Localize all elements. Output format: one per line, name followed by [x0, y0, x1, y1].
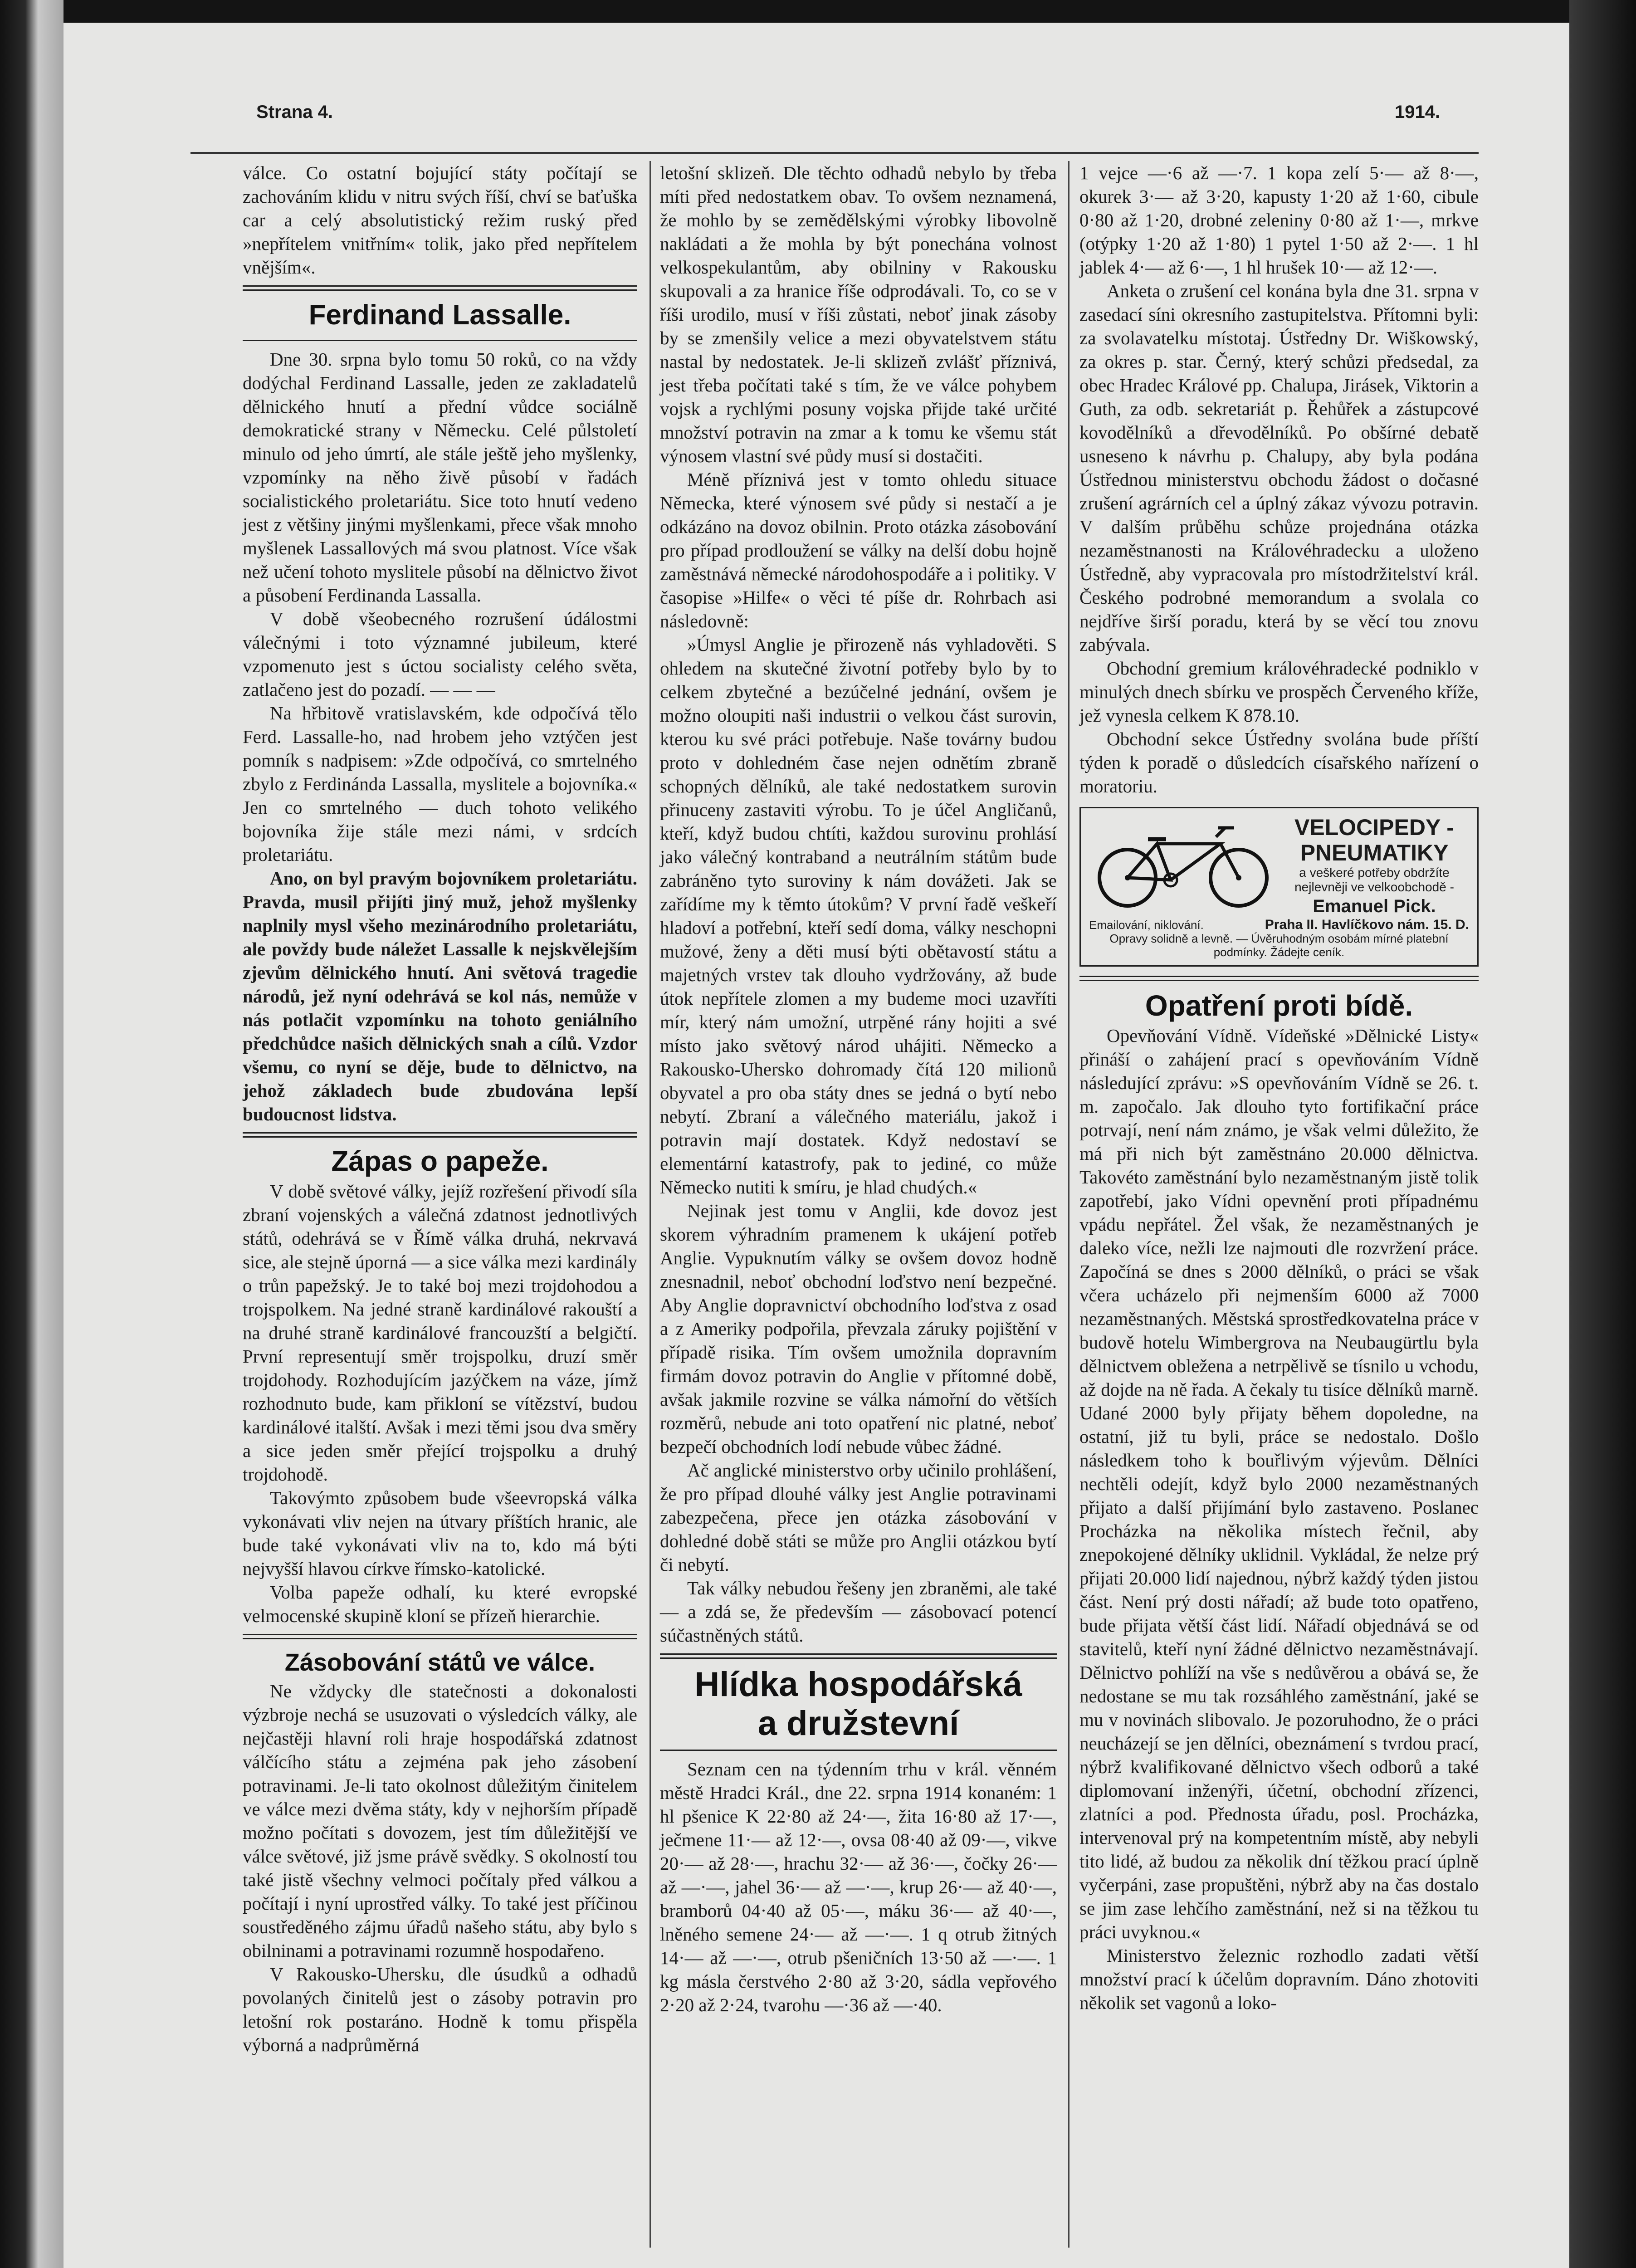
- col2-paragraph-4: Nejinak jest tomu v Anglii, kde dovoz jest skorem výhradním pramenem k ukájení potřeb Anglie. Vypuknutím války se ovšem dovoz hodně znesnadnil, neboť obchodní loďstvo není bezpečné. Aby Anglie dopravnictví obchodního loďstva z osad a z Ameriky podpořila, převzala záruky pojištění v případě risika. Tím ovšem umožnila dopravním firmám dovoz potravin do Anglie v přítomné době, avšak jakmile rozvine se válka námořní do větších rozměrů, nebude ani toto opatření nic platné, neboť bezpečí obchodních lodí nebude vůbec žádné.: [660, 1200, 1057, 1457]
- title-rule: [660, 1750, 1057, 1751]
- bicycle-illustration: [1089, 823, 1279, 909]
- opatreni-title: Opatření proti bídě.: [1145, 989, 1413, 1022]
- page-number: Strana 4.: [256, 102, 333, 122]
- col2-paragraph-5: Ač anglické ministerstvo orby učinilo prohlášení, že pro případ dlouhé války jest Anglie potravinami zabezpečena, přece jen otázka zásobování v dohledné době státi se může pro Anglii otázkou bytí či nebytí.: [660, 1460, 1057, 1575]
- title-rule: [243, 340, 637, 341]
- ad-subtitle: a veškeré potřeby obdržíte nejlevněji ve velkoobchodě -: [1294, 865, 1454, 894]
- section-rule: [243, 1132, 637, 1138]
- column-2: [660, 161, 1057, 2017]
- lassalle-paragraph-2: V době všeobecného rozrušení údálostmi válečnými i toto významné jubileum, které vzpomenuto jest s úctou socialisty celého světa, zatlačeno jest do pozadí. — — —: [243, 608, 637, 700]
- opatreni-paragraph-1: Opevňování Vídně. Vídeňské »Dělnické Listy« přináší o zahájení prací s opevňováním Vídně následující zprávu: »S opevňováním Vídně se 26. t. m. započalo. Jak dlouho tyto fortifikační práce potrvají, není nám známo, je však velmi důležito, že má při nich být zaměstnáno 20.000 dělnictva. Takovéto zaměstnání bylo nezaměstnaným jistě tolik zapotřebí, jako Vídni opevnění proti případnému vpádu nepřátel. Žel však, že nezaměstnaných je daleko více, nežli lze najmouti dle rozvržení práce. Započíná se dnes s 2000 dělníků, o práci se však včera ucházelo při nejmenším 6000 až 7000 nezaměstnaných. Městská sprostředkovatelna práce v budově hotelu Wimbergrova na Neubaugürtlu byla dělnictvem obležena a netrpělivě se tísnilo u vchodu, až dojde na ně řada. A čekaly tu tisíce dělníků marně. Udané 2000 byly přijaty během dopoledne, na ostatní, již tu byli, práce se nedostalo. Došlo následkem toho k bouřlivým výjevům. Dělníci nechtěli odejít, když bylo 2000 nezaměstnaných přijato a další přijímání bylo zastaveno. Poslanec Procházka na několika místech řečnil, aby znepokojené dělníky uklidnil. Vykládal, že nelze prý přijati 20.000 lidí najednou, nýbrž každý týden jistou část. Není prý dosti nářadí; až bude toto opatřeno, bude přijata větší část lidí. Nářadí objednává se od stavitelů, kteří nyní žádné dělnictvo nezaměstnávají. Dělnictvo pohlíží na vše s nedůvěrou a obává se, že nedostane se mu tak rozsáhlého zaměstnání, jaké se mu v novinách slibovalo. Je pozoruhodno, že o práci neucházejí se jen dělníci, obeznámení s tvrdou prací, nýbrž kvalifikované dělnictvo všech odborů a také diplomovaní inženýři, účetní, obchodní zřízenci, zlatníci a pod. Přednosta úřadu, posl. Procházka, intervenoval prý na kompetentním místě, aby nebyli tito lidé, až budou za několik dní těžkou prací úplně vyčerpáni, zase propuštěni, nýbrž aby na čas dostalo se jim zase lehčího zaměstnání, než si na těžkou tu práci uvyknou.«: [1079, 1025, 1479, 1942]
- papez-paragraph-3: Volba papeže odhalí, ku které evropské velmocenské skupině kloní se přízeň hierarchie.: [243, 1582, 637, 1626]
- gremium-paragraph: Obchodní gremium královéhradecké podniklo v minulých dnech sbírku ve prospěch Červeného kříže, jež vynesla celkem K 878.10.: [1079, 658, 1479, 726]
- section-rule: [1079, 976, 1479, 981]
- papez-title: Zápas o papeže.: [331, 1146, 549, 1177]
- col2-paragraph-1: letošní sklizeň. Dle těchto odhadů nebylo by třeba míti před nedostatkem obav. To ovšem neznamená, že mohlo by se zemědělskými výrobky libovolně nakládati a že mohla by být ponechána volnost velkospekulantům, aby obilniny v Rakousku skupovali a za hranice říše odprodávali. To, co se v říši urodilo, musí v říši zůstati, neboť jinak zásoby by se zmenšily velice a mezi obyvatelstvem státu nastal by nedostatek. Je-li sklizeň zvlášť příznivá, jest třeba počítati také s tím, že ve válce pohybem vojsk a rychlými posuny vojska přijde také určité množství potravin na zmar a k tomu ke všemu stát výnosem vlastní své půdy musí si dostačiti.: [660, 162, 1057, 466]
- col3-paragraph-1: 1 vejce —·6 až —·7. 1 kopa zelí 5·— až 8·—, okurek 3·— až 3·20, kapusty 1·20 až 1·60, cibule 0·80 až 1·20, drobné zeleniny 0·80 až 1·—, mrkve (otýpky 1·20 až 1·80) 1 pytel 1·50 až 2·—. 1 hl jablek 4·— až 6·—, 1 hl hrušek 10·— až 12·—.: [1079, 162, 1479, 278]
- sekce-paragraph: Obchodní sekce Ústředny svolána bude příští týden k poradě o důsledcích císařského nařízení o moratoriu.: [1079, 728, 1479, 797]
- intro-paragraph: válce. Co ostatní bojující státy počítají se zachováním klidu v nitru svých říší, chví se baťuška car a celý absolutistický režim ruský před »nepřítelem vnitřním« tolik, jako před nepřítelem vnějším«.: [243, 162, 637, 278]
- papez-paragraph-1: V době světové války, jejíž rozřešení přivodí síla zbraní vojenských a válečná zdatnost jednotlivých států, odehrává se v Římě válka druhá, nekrvavá sice, ale stejně úporná — a sice válka mezi kardinály o trůn papežský. Je to také boj mezi trojdohodou a trojspolkem. Na jedné straně kardinálové rakouští a na druhé straně kardinálové francouzští a belgičtí. První representují směr trojspolku, druzí směr trojdohody. Rozhodujícím jazýčkem na váze, jímž rozhodnuto bude, kam přikloní se vítězství, budou kardinálové italští. Avšak i mezi těmi jsou dva směry a sice jeden směr přející trojspolku a druhý trojdohodě.: [243, 1181, 637, 1485]
- ad-address: Praha II. Havlíčkovo nám. 15. D.: [1265, 917, 1469, 932]
- ad-left-note: Emailování, niklování.: [1089, 918, 1204, 932]
- next-page-edge: [1569, 0, 1636, 2268]
- col2-paragraph-6: Tak války nebudou řešeny jen zbraněmi, ale také — a zdá se, že především — zásobovací potencí súčastněných států.: [660, 1578, 1057, 1646]
- anketa-paragraph: Anketa o zrušení cel konána byla dne 31. srpna v zasedací síni okresního zastupitelstva. Přítomni byli: za svolavatelku místotaj. Ústředny Dr. Wiškowský, za okres p. star. Černý, který schůzi předsedal, za obec Hradec Králové pp. Chalupa, Jirásek, Viktorin a Guth, za odb. sekretariát p. Řehůřek a zástupcové kovodělníků a dřevodělníků. Po obšírné debatě usneseno k návrhu p. Chalupy, aby byla podána Ústřednou ministerstvu obchodu žádost o dočasné zrušení agrárních cel a úplný zákaz vývozu potravin. V dalším průběhu schůze projednána otázka nezaměstnanosti na Královéhradecku a uloženo Ústředně, aby vypracovala pro místodržitelství král. Českého podrobné memorandum a svolala co nejdříve širší poradu, která by se věcí tou znovu zabývala.: [1079, 280, 1479, 655]
- col2-paragraph-3: »Úmysl Anglie je přirozeně nás vyhladověti. S ohledem na skutečné životní potřeby bylo by to celkem zbytečné a bezúčelné jednání, ovšem je možno oloupiti naši industrii o velkou část surovin, kterou ku své práci potřebuje. Naše továrny budou proto v dohledném čase nejen odnětím zbraně schopných dělníků, ale také nedostatkem surovin přinuceny zastaviti výrobu. To je účel Angličanů, kteří, když budou chtíti, každou surovinu prohlásí jako válečný kontraband a neutrálním státům bude zabráněno tyto suroviny k nám dovážeti. Jak se zařídíme my k těmto útokům? V první řadě veškeří hladoví a potřební, kteří sedí doma, války neschopni mužové, ženy a děti musí býti obětavostí státu a majetných vrstev tak dlouho vydržovány, až bude útok nepřítele zlomen a my budeme moci uzavříti mír, který nám umožní, utrpěné rány hojiti a své místo jako světový národ uhájiti. Německo a Rakousko-Uhersko dohromady čítá 120 milionů obyvatel a pro oba státy dnes se jedná o bytí nebo nebytí. Zbraní a válečného materiálu, jakož i potravin mají dostatek. Když nedostaví se elementární katastrofy, pak to jediné, co může Německo nutiti k smíru, je hlad chudých.«: [660, 634, 1057, 1198]
- section-rule: [243, 1634, 637, 1639]
- lassalle-paragraph-3: Na hřbitově vratislavském, kde odpočívá tělo Ferd. Lassalle-ho, nad hrobem jeho vztýčen jest pomník s nadpisem: »Zde odpočívá, co smrtelného zbylo z Ferdinánda Lassalla, myslitele a bojovníka.« Jen co smrtelného — duch tohoto velikého bojovníka žije stále mezi námi, v srdcích proletariátu.: [243, 703, 637, 865]
- section-rule: [660, 1653, 1057, 1659]
- ad-company-name: Emanuel Pick.: [1313, 896, 1436, 916]
- ad-pneumatiky: PNEUMATIKY: [1300, 840, 1449, 865]
- header-rule: [190, 152, 1479, 154]
- book-binding: [0, 0, 63, 2268]
- ad-velocipedy: VELOCIPEDY -: [1294, 815, 1454, 840]
- col2-paragraph-2: Méně příznivá jest v tomto ohledu situace Německa, které výnosem své půdy si nestačí a je odkázáno na dovoz obilnin. Proto otázka zásobování pro případ prodloužení se války na delší dobu hojně zaměstnává německé národohospodáře a i politiky. V časopise »Hilfe« o věci té píše dr. Rohrbach asi následovně:: [660, 469, 1057, 631]
- papez-paragraph-2: Takovýmto způsobem bude všeevropská válka vykonávati vliv nejen na útvary příštích hranic, ale bude také vykonávati vliv na to, kdo má býti nejvyšší hlavou církve římsko-katolické.: [243, 1487, 637, 1579]
- section-rule: [243, 285, 637, 291]
- zasobovani-paragraph-2: V Rakousko-Uhersku, dle úsudků a odhadů povolaných činitelů jest o zásoby potravin pro letošní rok postaráno. Hodně k tomu přispěla výborná a nadprůměrná: [243, 1964, 637, 2055]
- column-divider-1: [650, 161, 651, 2248]
- lassalle-paragraph-1: Dne 30. srpna bylo tomu 50 roků, co na vždy dodýchal Ferdinand Lassalle, jeden ze zakladatelů dělnického hnutí a přední vůdce sociálně demokratické strany v Německu. Celé půlstoletí minulo od jeho úmrtí, ale stále ještě jeho myšlenky, vzpomínky na něho živě působí v řadách socialistického proletariátu. Sice toto hnutí vedeno jest z většiny jinými myšlenkami, přece však mnoho myšlenek Lassallových má svou platnost. Více však než učení tohoto myslitele působí na dělnictvo život a působení Ferdinanda Lassalla.: [243, 349, 637, 606]
- hlidka-title-line-1: Hlídka hospodářská: [694, 1665, 1022, 1704]
- zasobovani-title: Zásobování států ve válce.: [284, 1649, 596, 1676]
- price-list-paragraph: Seznam cen na týdenním trhu v král. věnném městě Hradci Král., dne 22. srpna 1914 konaném: 1 hl pšenice K 22·80 až 24·—, žita 16·80 až 17·—, ječmene 11·— až 12·—, ovsa 08·40 až 09·—, vikve 20·— až 28·—, hrachu 32·— až 36·—, čočky 26·— až —·—, jahel 36·— až —·—, krup 26·— až 40·—, bramborů 04·40 až 05·—, máku 36·— až 40·—, lněného semene 24·— až —·—. 1 q otrub žitných 14·— až —·—, otrub pšeničních 13·50 až —·—. 1 kg másla čerstvého 2·80 až 3·20, sádla vepřového 2·20 až 2·24, tvarohu —·36 až —·40.: [660, 1759, 1057, 2015]
- hlidka-title-line-2: a družstevní: [757, 1704, 959, 1743]
- lassalle-title: Ferdinand Lassalle.: [308, 299, 571, 331]
- lassalle-paragraph-4: Ano, on byl pravým bojovníkem proletariátu. Pravda, musil přijíti jiný muž, jehož myšlenky naplnily mysl všeho mezinárodního proletariátu, ale povždy bude náležet Lassalle k nejskvělejším zjevům dělnického hnutí. Ani světová tragedie národů, jež nyní odehrává se kol nás, nemůže v nás potlačit vzpomínku na tohoto geniálního předchůdce našich dělnických snah a cílů. Vzdor všemu, co nyní se děje, bude to dělnictvo, na jehož základech bude zbudována lepší budoucnost lidstva.: [243, 868, 637, 1124]
- column-1: [243, 161, 637, 2057]
- zasobovani-paragraph-1: Ne vždycky dle statečnosti a dokonalosti výzbroje nechá se usuzovati o výsledcích války, ale nejčastěji hlavní roli hraje hospodářská zdatnost válčícího státu a zejména pak jeho zásobení potravinami. Je-li tato okolnost důležitým činitelem ve válce mezi dvěma státy, kdy v nejhorším případě možno počítati s dovozem, jest tím důležitější ve válce světové, již jsme právě svědky. S okolností tou také jistě všechny velmoci počítaly před válkou a počítají i nyní uprostřed války. To také jest příčinou soustředěného zájmu úřadů našeho státu, aby bylo s obilninami a potravinami rozumně hospodařeno.: [243, 1681, 637, 1961]
- column-3: [1079, 161, 1479, 2014]
- column-divider-2: [1068, 161, 1070, 2248]
- opatreni-paragraph-2: Ministerstvo železnic rozhodlo zadati větší množství prací k účelům dopravním. Dáno zhotoviti několik set vagonů a loko-: [1079, 1945, 1479, 2013]
- bicycle-advertisement: [1079, 807, 1479, 967]
- ad-bottom-note: Opravy solidně a levně. — Úvěruhodným osobám mírné platební podmínky. Žádejte ceník.: [1109, 932, 1449, 959]
- page-year: 1914.: [1395, 102, 1441, 122]
